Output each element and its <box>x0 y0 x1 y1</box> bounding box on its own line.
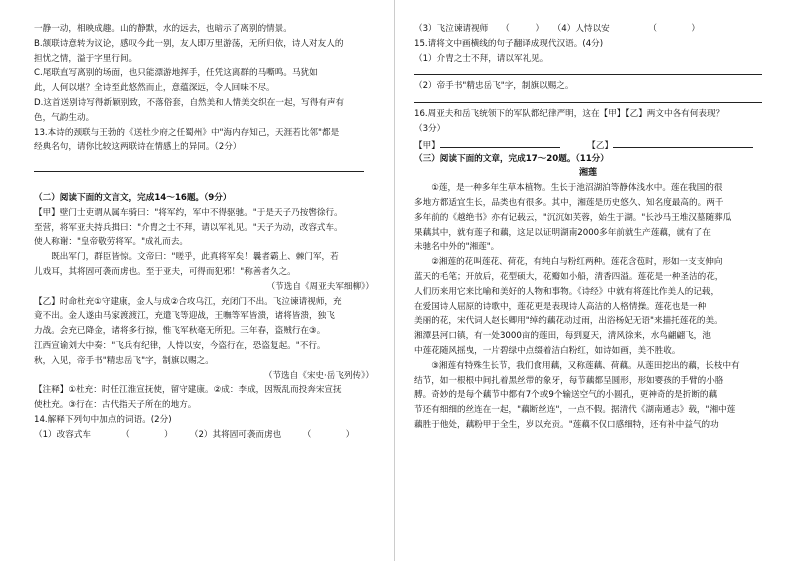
question-15-1: （1）介胄之士不拜，请以军礼见。 <box>414 53 549 64</box>
answer-line-13 <box>34 161 364 172</box>
paragraph-2-line: 湘潭县河口镇，有一处3000亩的莲田，每到夏天，清风徐来，水鸟翩翩飞，池 <box>414 331 711 342</box>
left-column <box>34 22 374 443</box>
question-13-cont: 经典名句，请你比较这两联诗在情感上的异同。（2分） <box>34 142 242 153</box>
question-13: 13.本诗的颈联与王勃的《送杜少府之任蜀州》中"海内存知己，天涯若比邻"都是 <box>34 127 340 138</box>
paragraph-2-line: 蓝天的毛笔；开放后，花型硕大，花瓣如小船，清香四溢。莲花是一种圣洁的花， <box>414 271 724 282</box>
answer-blanks-16 <box>414 137 762 152</box>
paragraph-3-line: 藕胜于他处，藕粉甲于全生，岁以充贡。"莲藕不仅口感细特，还有补中益气的功 <box>414 419 719 430</box>
section-3-heading: （三）阅读下面的文章，完成17～20题。（11分） <box>414 153 609 164</box>
passage-jia-line: 【甲】壁门士吏谓从属车骑曰："将军约，军中不得驱驰。"于是天子乃按辔徐行。 <box>34 207 343 218</box>
paragraph-2-line: 人们历来用它来比喻和美好的人物和事物。《诗经》中就有将莲比作美人的记载， <box>414 286 720 297</box>
paragraph-3-line: 结节，如一根根中间扎着黑丝带的象牙，每节藕都呈圆形，形如婴孩的手臂的小胳 <box>414 375 724 386</box>
text-line: 担忧之情，溢于字里行间。 <box>34 53 138 64</box>
passage-jia-line: 至营，将军亚夫持兵揖曰："介胄之士不拜，请以军礼见。"天子为动，改容式车。 <box>34 222 343 233</box>
passage-jia-line: 既出军门，群臣皆惊。文帝曰："嗟乎，此真将军矣！曩者霸上、棘门军，若 <box>51 252 339 263</box>
passage-yi-line: 江西宣谕刘大中奏："飞兵有纪律，人恃以安，今盗行在，恐盗复起。"不行。 <box>34 340 326 351</box>
paragraph-3-line: ③湘莲有特殊生长节，我们食用藕，又称莲藕、荷藕。从莲田挖出的藕，长枝中有 <box>431 360 740 371</box>
paragraph-1-line: 未驰名中外的"湘莲"。 <box>414 242 500 253</box>
paragraph-3-line: 节还有细细的丝连在一起，"藕断丝连"，一点不假。据清代《湖南通志》载，"湘中莲 <box>414 405 736 416</box>
paragraph-1-line: 多年前的《越绝书》亦有记载云，"沉沉如芙蓉，始生于湖。"长沙马王堆汉墓随葬瓜 <box>414 212 732 223</box>
paragraph-1-line: ①莲，是一种多年生草本植物。生长于池沼湖泊等静体浅水中。莲在我国的很 <box>431 183 723 194</box>
passage-yi-line: 秋，入见，帝手书"精忠岳飞"字，制旗以赐之。 <box>34 355 214 366</box>
text-line: 一静一动，相映成趣。山的静默，水的远去，也暗示了离别的情景。 <box>34 24 292 34</box>
article-title: 湘莲 <box>578 168 597 179</box>
option-c-line: C.尾联直写离别的场面，也只能漂游地挥手，任凭这离群的马嘶鸣。马犹如 <box>34 68 318 79</box>
paragraph-1-line: 多地方都适宜生长，品类也有很多。其中，湘莲是历史悠久、知名度最高的。两千 <box>414 197 724 208</box>
paragraph-2-line: 美丽的花，宋代词人赵长卿用"绰约藕花动过雨，出浴杨妃无语"来描托莲花的美。 <box>414 316 723 327</box>
passage-jia-line: 使人称谢："皇帝敬劳将军。"成礼而去。 <box>34 237 189 248</box>
text-line: 色，气韵生动。 <box>34 112 95 123</box>
passage-jia-source: （节选自《周亚夫军细柳》） <box>266 281 374 292</box>
column-divider <box>394 0 395 561</box>
passage-yi-line: 力战。会充已降金，诸将多行掠，惟飞军秋毫无所犯。三年春，盗贼行在③。 <box>34 326 326 337</box>
passage-yi-line: 竟不出。金人遂由马家渡渡江，充遣飞等迎战，王嘸等军皆溃，诸将皆溃，独飞 <box>34 311 335 322</box>
question-14-items: （1）改容式车 （ ） （2）其将固可袭而虏也 （ ） <box>34 429 355 440</box>
paragraph-2-line: ②湘莲的花叫莲花、荷花，有纯白与粉红两种。莲花含苞时，形如一支支伸向 <box>431 257 723 268</box>
question-15: 15.请将文中画横线的句子翻译成现代汉语。(4分) <box>414 38 604 49</box>
blank-jia-label: 【甲】 <box>414 140 440 151</box>
section-2-heading: （二）阅读下面的文言文，完成14～16题。（9分） <box>34 192 232 203</box>
paragraph-2-line: 在爱国诗人屈原的诗歌中，莲花更是表现诗人高洁的人格情操。莲花也是一种 <box>414 301 707 312</box>
right-column <box>414 22 762 433</box>
question-15-2: （2）帝手书"精忠岳飞"字，制旗以赐之。 <box>414 81 574 92</box>
paragraph-1-line: 果藕其中，就有莲子和藕，这足以证明湖南2000多年前就生产莲藕，就有了在 <box>414 227 711 238</box>
answer-line-15-1 <box>414 66 762 75</box>
question-16: 16.周亚夫和岳飞统领下的军队都纪律严明，这在【甲】【乙】两文中各有何表现？ <box>414 109 725 120</box>
answer-line-15-2 <box>414 94 762 103</box>
passage-jia-line: 儿戏耳，其将固可袭而虏也。至于亚夫，可得而犯邪！"称善者久之。 <box>34 266 296 277</box>
option-d-line: D.这首送别诗写得新颖别致，不落俗套，自然美和人情美交织在一起，写得有声有 <box>34 97 345 108</box>
blank-yi-label: 【乙】 <box>587 140 614 151</box>
passage-yi-line: 【乙】时命杜充①守建康，金人与成②合攻乌江，充闭门不出。飞泣谏请视师，充 <box>34 296 342 307</box>
passage-yi-source: （节选自《宋史·岳飞列传》） <box>263 370 374 381</box>
question-14: 14.解释下列句中加点的词语。(2分) <box>34 414 172 425</box>
text-line: 此，人何以堪？全诗至此悠然而止，意蕴深远，令人回味不尽。 <box>34 83 275 94</box>
option-b-line: B.颔联诗意转为议论，感叹今此一别，友人即万里游荡，无所归依，诗人对友人的 <box>34 38 344 49</box>
annotation-line: 使杜充。③行在：古代指天子所在的地方。 <box>34 400 197 411</box>
paragraph-3-line: 膊。奇妙的是每个藕节中都有7个或9个输送空气的小圆孔，更神奇的是折断的藕 <box>414 390 718 401</box>
question-16-cont: （3分） <box>414 123 446 134</box>
paragraph-2-line: 中莲花随风摇曳，一片碧绿中点缀着洁白粉红，如诗如画，美不胜收。 <box>414 345 681 356</box>
annotation-line: 【注释】①杜充：时任江淮宣抚使，留守建康。②成：李成，因叛乱而投奔宋宣抚 <box>34 385 342 396</box>
question-14-items-cont: （3）飞泣谏请视师 （ ） （4）人恃以安 （ ） <box>414 24 700 34</box>
